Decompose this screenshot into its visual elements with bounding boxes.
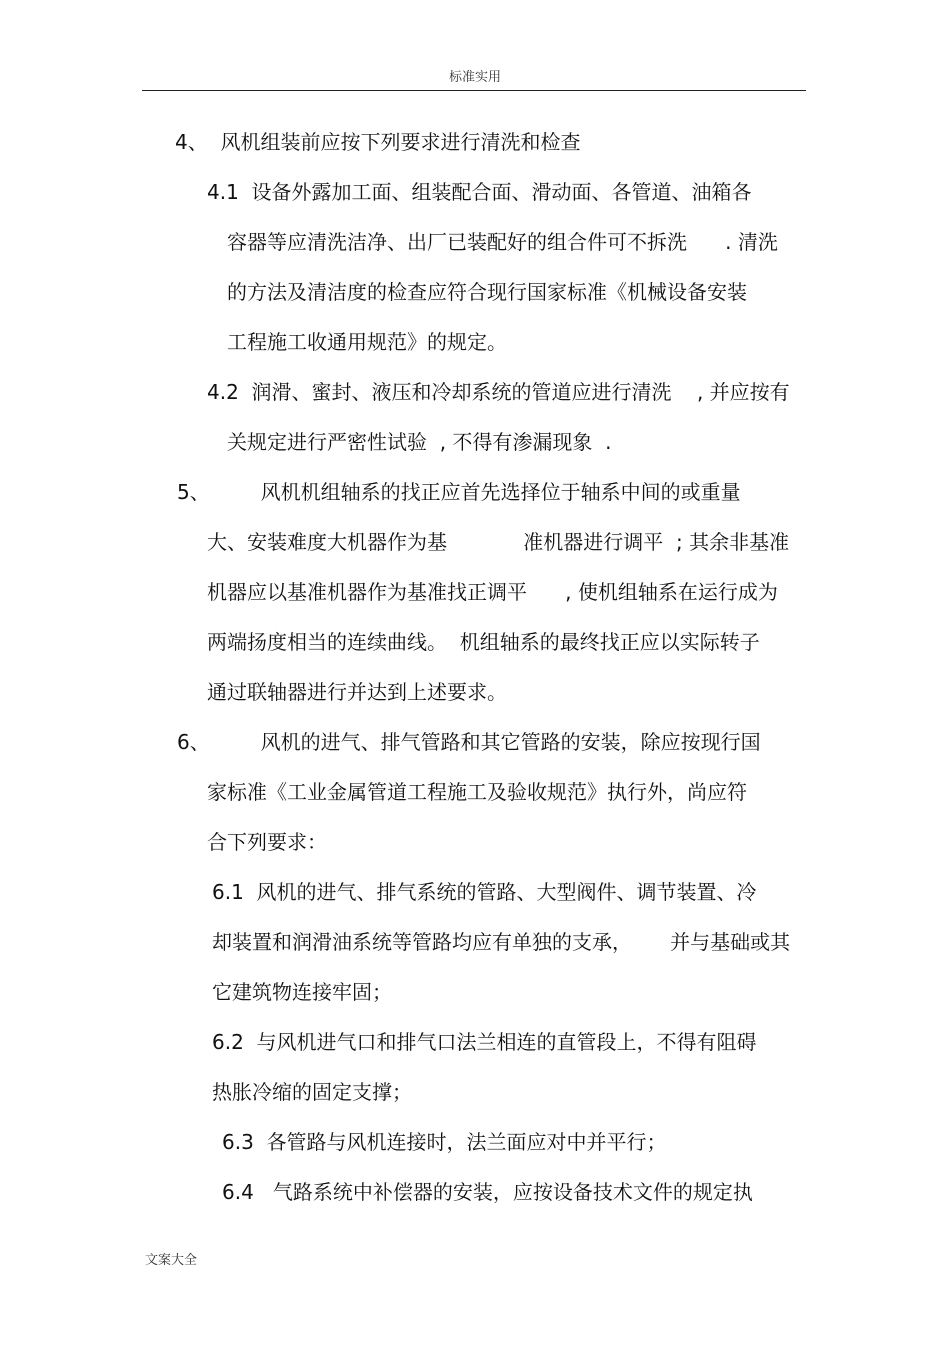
body-line: 4.1 设备外露加工面、组装配合面、滑动面、各管道、油箱各	[207, 180, 752, 204]
page-footer: 文案大全	[145, 1253, 198, 1268]
body-line: 6.3 各管路与风机连接时，法兰面应对中并平行；	[222, 1130, 667, 1154]
body-line: 5、 风机机组轴系的找正应首先选择位于轴系中间的或重量	[177, 480, 741, 504]
body-line: 它建筑物连接牢固；	[212, 980, 392, 1004]
body-line: 工程施工收通用规范》的规定。	[227, 330, 507, 354]
body-line: 合下列要求：	[207, 830, 327, 854]
body-line: 家标准《工业金属管道工程施工及验收规范》执行外，尚应符	[207, 780, 747, 804]
body-line: 4、 风机组装前应按下列要求进行清洗和检查	[175, 130, 581, 154]
body-line: 两端扬度相当的连续曲线。 机组轴系的最终找正应以实际转子	[207, 630, 760, 654]
header-rule	[142, 90, 806, 91]
body-line: 6、 风机的进气、排气管路和其它管路的安装，除应按现行国	[177, 730, 761, 754]
body-line: 热胀冷缩的固定支撑；	[212, 1080, 412, 1104]
body-line: 容器等应清洗洁净、出厂已装配好的组合件可不拆洗 . 清洗	[227, 230, 778, 254]
body-line: 关规定进行严密性试验 , 不得有渗漏现象 .	[227, 430, 612, 454]
body-line: 的方法及清洁度的检查应符合现行国家标准《机械设备安装	[227, 280, 747, 304]
body-line: 4.2 润滑、蜜封、液压和冷却系统的管道应进行清洗 , 并应按有	[207, 380, 790, 404]
body-line: 6.1 风机的进气、排气系统的管路、大型阀件、调节装置、冷	[212, 880, 757, 904]
body-line: 机器应以基准机器作为基准找正调平 , 使机组轴系在运行成为	[207, 580, 778, 604]
body-line: 却装置和润滑油系统等管路均应有单独的支承， 并与基础或其	[212, 930, 791, 954]
body-line: 大、安装难度大机器作为基 准机器进行调平 ; 其余非基准	[207, 530, 790, 554]
body-line: 6.4 气路系统中补偿器的安装，应按设备技术文件的规定执	[222, 1180, 753, 1204]
body-line: 通过联轴器进行并达到上述要求。	[207, 680, 507, 704]
page-header: 标准实用	[448, 70, 501, 85]
body-line: 6.2 与风机进气口和排气口法兰相连的直管段上，不得有阻碍	[212, 1030, 757, 1054]
